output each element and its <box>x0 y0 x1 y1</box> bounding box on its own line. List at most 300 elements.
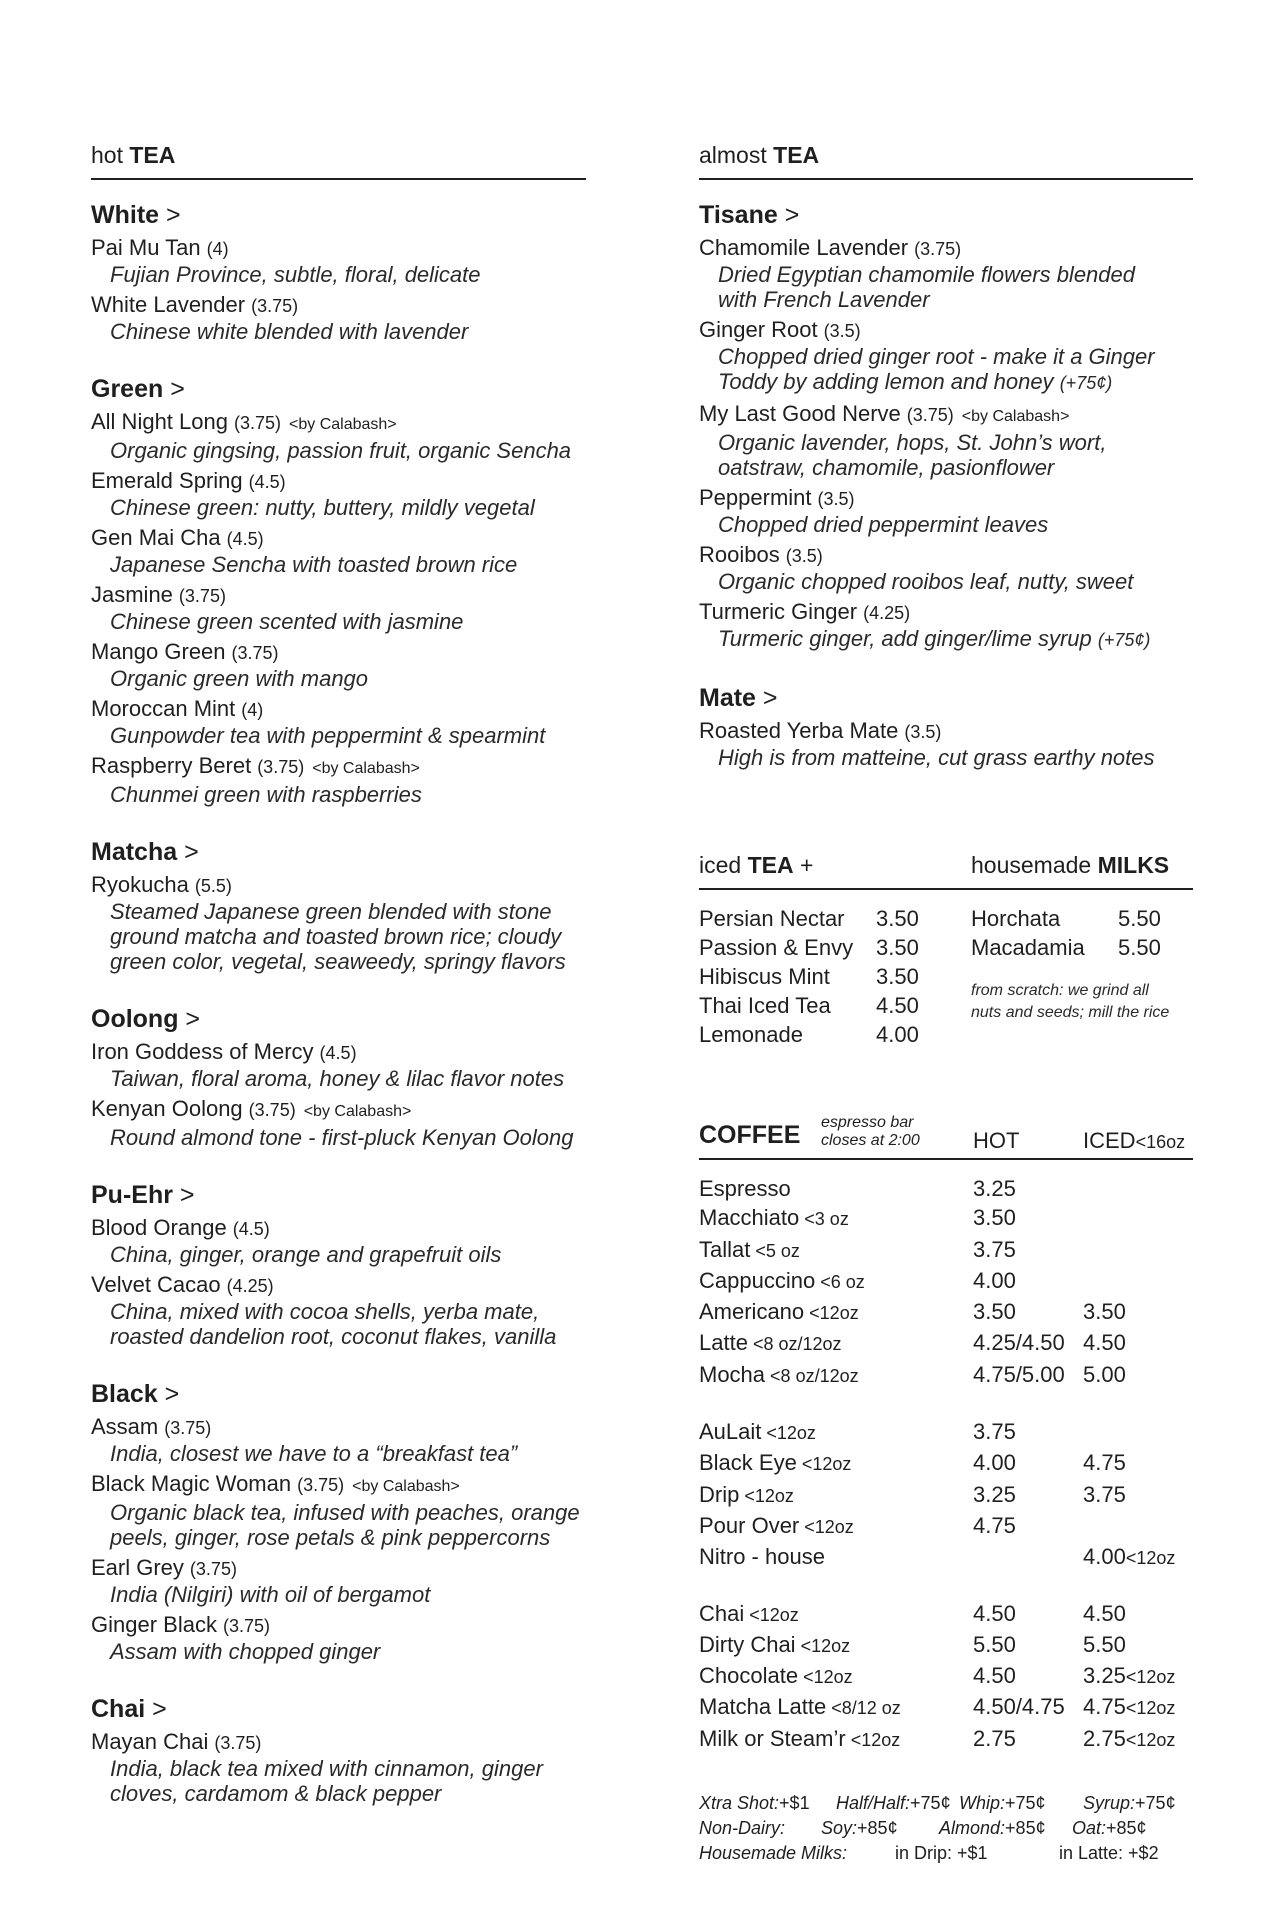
coffee-hot-price: 5.50 <box>973 1631 1016 1657</box>
coffee-item-size: <8 oz/12oz <box>765 1365 859 1386</box>
coffee-item-size: <12oz <box>845 1729 901 1750</box>
coffee-header <box>699 1112 1193 1160</box>
coffee-item-name: Chocolate <box>699 1663 799 1689</box>
coffee-item-name: Pour Over <box>699 1512 800 1538</box>
menu-item <box>91 639 586 691</box>
coffee-item-name: Espresso <box>699 1176 791 1201</box>
extras-value: +75¢ <box>910 1793 951 1814</box>
coffee-hot-price: 3.50 <box>973 1205 1016 1231</box>
menu-item-price: (4) <box>206 239 229 259</box>
extras-entry <box>1072 1816 1182 1841</box>
menu-item-description <box>110 1299 586 1324</box>
extras-value: +85¢ <box>1106 1818 1147 1839</box>
extras-entry <box>699 1791 836 1816</box>
menu-item-description-text: Organic gingsing, passion fruit, organic Sencha <box>110 438 572 463</box>
coffee-group-gap <box>699 1391 1193 1417</box>
extras-value: in Drip: +$1 <box>895 1843 988 1864</box>
coffee-iced-cell <box>1083 1360 1126 1391</box>
coffee-iced-price: 3.25 <box>1083 1663 1126 1689</box>
extras-entry <box>836 1791 959 1816</box>
extras-entry <box>939 1816 1072 1841</box>
menu-item <box>91 292 586 344</box>
coffee-item <box>699 1480 1193 1511</box>
coffee-item-name: Chai <box>699 1600 745 1626</box>
category-arrow: > <box>172 1181 195 1209</box>
coffee-item-size: <5 oz <box>750 1240 800 1261</box>
category-arrow: > <box>177 838 199 866</box>
category-name: Oolong <box>91 1005 179 1033</box>
menu-item-line <box>91 1612 586 1639</box>
menu-item-line <box>91 235 586 262</box>
menu-item-price: (3.75) <box>233 413 282 433</box>
menu-item-name: Peppermint <box>699 485 812 510</box>
coffee-iced-size: <12oz <box>1125 1548 1176 1569</box>
menu-item-line <box>91 1414 586 1441</box>
extras-row <box>699 1791 1193 1816</box>
category-name: Tisane <box>699 201 778 229</box>
menu-item-description-text: Chunmei green with raspberries <box>110 782 422 807</box>
iced-tea-name: Hibiscus Mint <box>699 964 830 989</box>
menu-item-maker: <by Calabash> <box>312 760 420 777</box>
menu-item-description-text: Fujian Province, subtle, floral, delicate <box>110 262 481 287</box>
coffee-iced-price: 4.00 <box>1083 1544 1126 1570</box>
coffee-item <box>699 1542 1193 1573</box>
coffee-item-label <box>699 1599 973 1630</box>
coffee-item-size: <3 oz <box>799 1209 849 1230</box>
category-pu-ehr <box>91 1180 586 1210</box>
coffee-iced-label-wrap <box>1083 1128 1185 1156</box>
menu-item-line <box>699 317 1193 344</box>
milks-items <box>971 904 1169 962</box>
coffee-iced-cell <box>1083 1328 1126 1359</box>
menu-item-line <box>91 468 586 495</box>
menu-item-description-text: with French Lavender <box>718 287 930 312</box>
coffee-item-label <box>699 1661 973 1692</box>
extras-entry <box>959 1791 1083 1816</box>
menu-item <box>699 718 1193 770</box>
coffee-iced-cell <box>1083 1448 1126 1479</box>
menu-item <box>91 235 586 287</box>
menu-item <box>699 485 1193 537</box>
menu-item-description <box>718 569 1193 594</box>
coffee-item <box>699 1661 1193 1692</box>
menu-item-description-text: green color, vegetal, seaweedy, springy flavors <box>110 949 566 974</box>
menu-item-description-text: ground matcha and toasted brown rice; cloudy <box>110 924 562 949</box>
menu-item <box>699 599 1193 653</box>
coffee-item-size: <12oz <box>799 1516 854 1537</box>
menu-item-line <box>91 409 586 438</box>
iced-tea-header-suffix: + <box>799 852 814 878</box>
milks-header-main: MILKS <box>1097 852 1170 878</box>
iced-tea-item <box>699 933 971 962</box>
menu-item-line <box>91 1555 586 1582</box>
menu-item <box>699 401 1193 480</box>
extras-entry <box>699 1816 821 1841</box>
menu-item <box>91 1555 586 1607</box>
coffee-item-size: <12oz <box>798 1667 853 1688</box>
menu-item-extra-price: (+75¢) <box>1059 373 1113 393</box>
category-name: Chai <box>91 1695 146 1723</box>
menu-item-line <box>699 401 1193 430</box>
menu-item-name: Turmeric Ginger <box>699 599 858 624</box>
coffee-hot-label: HOT <box>973 1128 1020 1153</box>
coffee-iced-cell <box>1083 1542 1175 1573</box>
coffee-item-label <box>699 1360 973 1391</box>
coffee-iced-cell <box>1083 1297 1126 1328</box>
iced-tea-price: 4.00 <box>876 1022 919 1047</box>
menu-item-description <box>110 1066 586 1091</box>
extras-label: Half/Half: <box>836 1793 911 1814</box>
menu-item-description-text: Chinese green: nutty, buttery, mildly vegetal <box>110 495 535 520</box>
coffee-item <box>699 1724 1193 1755</box>
menu-item-description <box>110 1125 586 1150</box>
menu-item-description <box>110 1756 586 1781</box>
coffee-item-size: <12oz <box>795 1635 851 1656</box>
iced-tea-name: Thai Iced Tea <box>699 993 831 1018</box>
menu-item-line <box>91 525 586 552</box>
coffee-item-label <box>699 1630 973 1661</box>
coffee-iced-size: <12oz <box>1125 1729 1176 1750</box>
menu-item-price: (5.5) <box>194 876 232 896</box>
menu-item <box>91 1039 586 1091</box>
menu-item-description-text: Organic black tea, infused with peaches, orange <box>110 1500 580 1525</box>
menu-item-description <box>110 319 586 344</box>
coffee-item <box>699 1360 1193 1391</box>
coffee-hot-price: 3.25 <box>973 1481 1016 1507</box>
milks-note-line: nuts and seeds; mill the rice <box>971 1004 1170 1021</box>
extras-row <box>699 1816 1193 1841</box>
menu-item-description-text: Organic chopped rooibos leaf, nutty, sweet <box>718 569 1134 594</box>
coffee-item <box>699 1266 1193 1297</box>
coffee-iced-price: 2.75 <box>1083 1725 1126 1751</box>
category-oolong <box>91 1004 586 1034</box>
menu-item-line <box>91 1272 586 1299</box>
category-arrow: > <box>157 1380 180 1408</box>
menu-item-description <box>718 287 1193 312</box>
coffee-item-name: Drip <box>699 1481 740 1507</box>
coffee-iced-price: 3.75 <box>1083 1481 1126 1507</box>
menu-item <box>91 872 586 974</box>
menu-item <box>91 1272 586 1349</box>
category-white <box>91 200 586 230</box>
coffee-iced-cell <box>1083 1661 1175 1692</box>
category-green <box>91 374 586 404</box>
menu-item-description <box>110 723 586 748</box>
menu-item <box>91 1414 586 1466</box>
menu-item-price: (3.75) <box>222 1616 270 1636</box>
coffee-item-name: Dirty Chai <box>699 1631 796 1657</box>
menu-item-name: Raspberry Beret <box>91 753 252 778</box>
category-name: Black <box>91 1380 158 1408</box>
coffee-hot-price: 3.50 <box>973 1299 1016 1325</box>
menu-item-price: (3.75) <box>914 239 962 259</box>
coffee-hours-note <box>821 1114 973 1156</box>
milk-name: Macadamia <box>971 935 1085 960</box>
iced-tea-header <box>699 850 971 880</box>
extras-entry <box>821 1816 939 1841</box>
menu-item-description-text: Steamed Japanese green blended with stone <box>110 899 552 924</box>
category-mate <box>699 683 1193 713</box>
menu-item-description-text: Toddy by adding lemon and honey <box>718 369 1054 394</box>
coffee-hot-price: 4.50/4.75 <box>973 1694 1065 1720</box>
menu-item-maker: <by Calabash> <box>352 1478 460 1495</box>
menu-item-description <box>110 552 586 577</box>
category-name: Pu-Ehr <box>91 1181 173 1209</box>
coffee-iced-price: 5.00 <box>1083 1361 1126 1387</box>
menu-item-price: (3.75) <box>189 1559 237 1579</box>
menu-item-description-text: China, ginger, orange and grapefruit oils <box>110 1242 502 1267</box>
coffee-item-label <box>699 1480 973 1511</box>
coffee-item-name: AuLait <box>699 1419 762 1445</box>
menu-item <box>699 317 1193 396</box>
coffee-note-line: espresso bar <box>821 1114 914 1131</box>
coffee-iced-size: <16oz <box>1135 1132 1186 1152</box>
menu-item-name: Iron Goddess of Mercy <box>91 1039 314 1064</box>
menu-item-description <box>110 666 586 691</box>
milk-item <box>971 904 1169 933</box>
coffee-hot-price: 4.00 <box>973 1450 1016 1476</box>
coffee-item <box>699 1630 1193 1661</box>
milks-header <box>971 850 1169 880</box>
menu-item-description-text: oatstraw, chamomile, pasionflower <box>718 455 1055 480</box>
menu-item-description <box>718 745 1193 770</box>
menu-item <box>91 1471 586 1550</box>
coffee-iced-price: 4.75 <box>1083 1450 1126 1476</box>
menu-item-line <box>91 1039 586 1066</box>
category-tisane <box>699 200 1193 230</box>
category-arrow: > <box>159 201 181 229</box>
category-arrow: > <box>178 1005 201 1033</box>
category-name: Green <box>91 375 164 403</box>
menu-item-line <box>91 1471 586 1500</box>
coffee-item-size: <8/12 oz <box>826 1698 901 1719</box>
category-name: Mate <box>699 684 756 712</box>
coffee-hot-price: 3.75 <box>973 1419 1016 1445</box>
menu-item-line <box>699 485 1193 512</box>
coffee-item-name: Americano <box>699 1299 805 1325</box>
extras-label: Xtra Shot: <box>699 1793 780 1814</box>
milks-note-line: from scratch: we grind all <box>971 982 1149 999</box>
category-arrow: > <box>145 1695 167 1723</box>
menu-item-description <box>110 1525 586 1550</box>
menu-item-description <box>718 455 1193 480</box>
coffee-item-name: Nitro - house <box>699 1544 825 1570</box>
menu-item-description-text: High is from matteine, cut grass earthy notes <box>718 745 1155 770</box>
iced-tea-list <box>699 904 971 1049</box>
coffee-hot-price: 3.75 <box>973 1236 1016 1262</box>
menu-item-line <box>91 582 586 609</box>
category-arrow: > <box>755 684 778 712</box>
coffee-hot-price: 4.50 <box>973 1663 1016 1689</box>
menu-item-maker: <by Calabash> <box>289 416 397 433</box>
menu-item-description <box>110 609 586 634</box>
coffee-iced-price: 5.50 <box>1083 1631 1126 1657</box>
iced-tea-item <box>699 962 971 991</box>
menu-item-name: Ginger Root <box>699 317 818 342</box>
milk-price: 5.50 <box>1118 906 1161 931</box>
coffee-item-size: <8 oz/12oz <box>747 1334 842 1355</box>
extras-value: +85¢ <box>1005 1818 1046 1839</box>
menu-item-description <box>110 782 586 807</box>
coffee-item-size: <12oz <box>804 1303 859 1324</box>
menu-item-description-text: Chopped dried peppermint leaves <box>718 512 1049 537</box>
menu-item-price: (4.5) <box>232 1219 270 1239</box>
menu-item-line <box>699 542 1193 569</box>
menu-item <box>699 542 1193 594</box>
menu-item <box>91 525 586 577</box>
coffee-item-size: <6 oz <box>815 1271 865 1292</box>
coffee-item <box>699 1174 1193 1203</box>
category-name: Matcha <box>91 838 178 866</box>
extras-label: Syrup: <box>1083 1793 1136 1814</box>
menu-item-description <box>718 626 1193 653</box>
menu-item-description <box>718 369 1193 396</box>
menu-item-description <box>110 899 586 924</box>
menu-item-extra-price: (+75¢) <box>1097 630 1151 650</box>
menu-item <box>91 582 586 634</box>
iced-tea-item <box>699 904 971 933</box>
menu-item-description <box>718 262 1193 287</box>
menu-item-description-text: Organic lavender, hops, St. John’s wort, <box>718 430 1107 455</box>
coffee-item-size: <12oz <box>761 1423 816 1444</box>
coffee-item-label <box>699 1542 973 1573</box>
coffee-note-line: closes at 2:00 <box>821 1132 920 1149</box>
extras-value: +75¢ <box>1005 1793 1046 1814</box>
iced-tea-price: 3.50 <box>876 935 919 960</box>
menu-item-price: (4) <box>241 700 264 720</box>
menu-item-name: Rooibos <box>699 542 780 567</box>
menu-item-price: (4.5) <box>226 529 264 549</box>
menu-item-price: (3.5) <box>823 321 861 341</box>
hot-tea-header <box>91 140 586 180</box>
menu-item-description <box>718 430 1193 455</box>
menu-item-name: All Night Long <box>91 409 228 434</box>
menu-item <box>91 1096 586 1150</box>
menu-item-name: Ryokucha <box>91 872 189 897</box>
milks-note <box>971 980 1169 1024</box>
menu-item-price: (3.75) <box>906 405 954 425</box>
hot-tea-categories <box>91 200 586 1806</box>
coffee-item-label <box>699 1235 973 1266</box>
coffee-item <box>699 1417 1193 1448</box>
menu-item-price: (3.5) <box>785 546 823 566</box>
iced-tea-header-main: TEA <box>747 852 794 878</box>
coffee-item-name: Mocha <box>699 1361 766 1387</box>
menu-item-name: Ginger Black <box>91 1612 217 1637</box>
iced-tea-item <box>699 991 971 1020</box>
extras-row <box>699 1841 1193 1866</box>
hot-tea-column <box>91 140 586 1806</box>
coffee-list <box>699 1174 1193 1755</box>
menu-item-line <box>91 753 586 782</box>
menu-item-maker: <by Calabash> <box>303 1103 412 1120</box>
menu-item-description <box>110 438 586 463</box>
extras-label: Non-Dairy: <box>699 1818 786 1839</box>
iced-tea-item <box>699 1020 971 1049</box>
menu-item-name: Earl Grey <box>91 1555 184 1580</box>
coffee-item <box>699 1692 1193 1723</box>
iced-tea-price: 3.50 <box>876 906 919 931</box>
menu-item-name: Jasmine <box>91 582 173 607</box>
extras-entry <box>1059 1841 1193 1866</box>
coffee-hot-price: 3.25 <box>973 1176 1016 1201</box>
extras-value: +75¢ <box>1135 1793 1176 1814</box>
extras-value: +85¢ <box>857 1818 898 1839</box>
hot-tea-header-main: TEA <box>129 142 176 168</box>
hot-tea-header-pre: hot <box>91 142 123 168</box>
menu-item-description <box>110 1324 586 1349</box>
menu-item <box>91 696 586 748</box>
menu-item-description-text: Gunpowder tea with peppermint & spearmint <box>110 723 546 748</box>
coffee-item-name: Cappuccino <box>699 1267 816 1293</box>
coffee-iced-cell <box>1083 1480 1126 1511</box>
menu-item-name: Blood Orange <box>91 1215 227 1240</box>
menu-item-line <box>699 235 1193 262</box>
menu-item-description-text: Chinese green scented with jasmine <box>110 609 464 634</box>
menu-item <box>91 409 586 463</box>
coffee-iced-cell <box>1083 1724 1175 1755</box>
menu-item-description <box>110 262 586 287</box>
menu-item-line <box>91 696 586 723</box>
milk-price: 5.50 <box>1118 935 1161 960</box>
menu-item-name: My Last Good Nerve <box>699 401 901 426</box>
menu-item-description <box>110 1500 586 1525</box>
iced-tea-price: 4.50 <box>876 993 919 1018</box>
coffee-group-gap <box>699 1574 1193 1599</box>
menu-item-price: (4.5) <box>319 1043 357 1063</box>
coffee-item-size: <12oz <box>744 1604 799 1625</box>
menu-item-line <box>699 599 1193 626</box>
menu-item-price: (4.25) <box>863 603 911 623</box>
coffee-section <box>699 1112 1193 1866</box>
menu-item-description-text: India, closest we have to a “breakfast tea” <box>110 1441 518 1466</box>
menu-item-description <box>718 512 1193 537</box>
coffee-item-label <box>699 1511 973 1542</box>
menu-item-line <box>91 1215 586 1242</box>
coffee-iced-price: 4.50 <box>1083 1330 1126 1356</box>
menu-item <box>91 468 586 520</box>
menu-item-price: (4.5) <box>248 472 286 492</box>
menu-item-description-text: cloves, cardamom & black pepper <box>110 1781 442 1806</box>
extras-label: Whip: <box>959 1793 1006 1814</box>
coffee-hot-price: 4.25/4.50 <box>973 1330 1065 1356</box>
coffee-item-label <box>699 1203 973 1234</box>
menu-item-description <box>110 1639 586 1664</box>
menu-item-name: Black Magic Woman <box>91 1471 292 1496</box>
coffee-item-name: Tallat <box>699 1236 751 1262</box>
iced-and-milks-section <box>699 850 1193 1049</box>
menu-item <box>91 1729 586 1806</box>
menu-item-description-text: Turmeric ginger, add ginger/lime syrup <box>718 626 1092 651</box>
milks-list <box>971 904 1169 1049</box>
menu-item-name: Gen Mai Cha <box>91 525 221 550</box>
extras-value: +$1 <box>779 1793 810 1814</box>
coffee-item-label <box>699 1448 973 1479</box>
coffee-item-name: Matcha Latte <box>699 1694 827 1720</box>
coffee-item <box>699 1203 1193 1234</box>
coffee-iced-size: <12oz <box>1125 1698 1176 1719</box>
almost-tea-header <box>699 140 1193 180</box>
coffee-item <box>699 1511 1193 1542</box>
coffee-hot-price <box>973 1542 1083 1573</box>
coffee-item <box>699 1599 1193 1630</box>
menu-item-description-text: Chopped dried ginger root - make it a Ginger <box>718 344 1155 369</box>
coffee-iced-price: 3.50 <box>1083 1299 1126 1325</box>
category-arrow: > <box>163 375 185 403</box>
menu-item-description <box>110 495 586 520</box>
menu-item-description-text: Round almond tone - first-pluck Kenyan Oolong <box>110 1125 574 1150</box>
menu-item-line <box>91 872 586 899</box>
